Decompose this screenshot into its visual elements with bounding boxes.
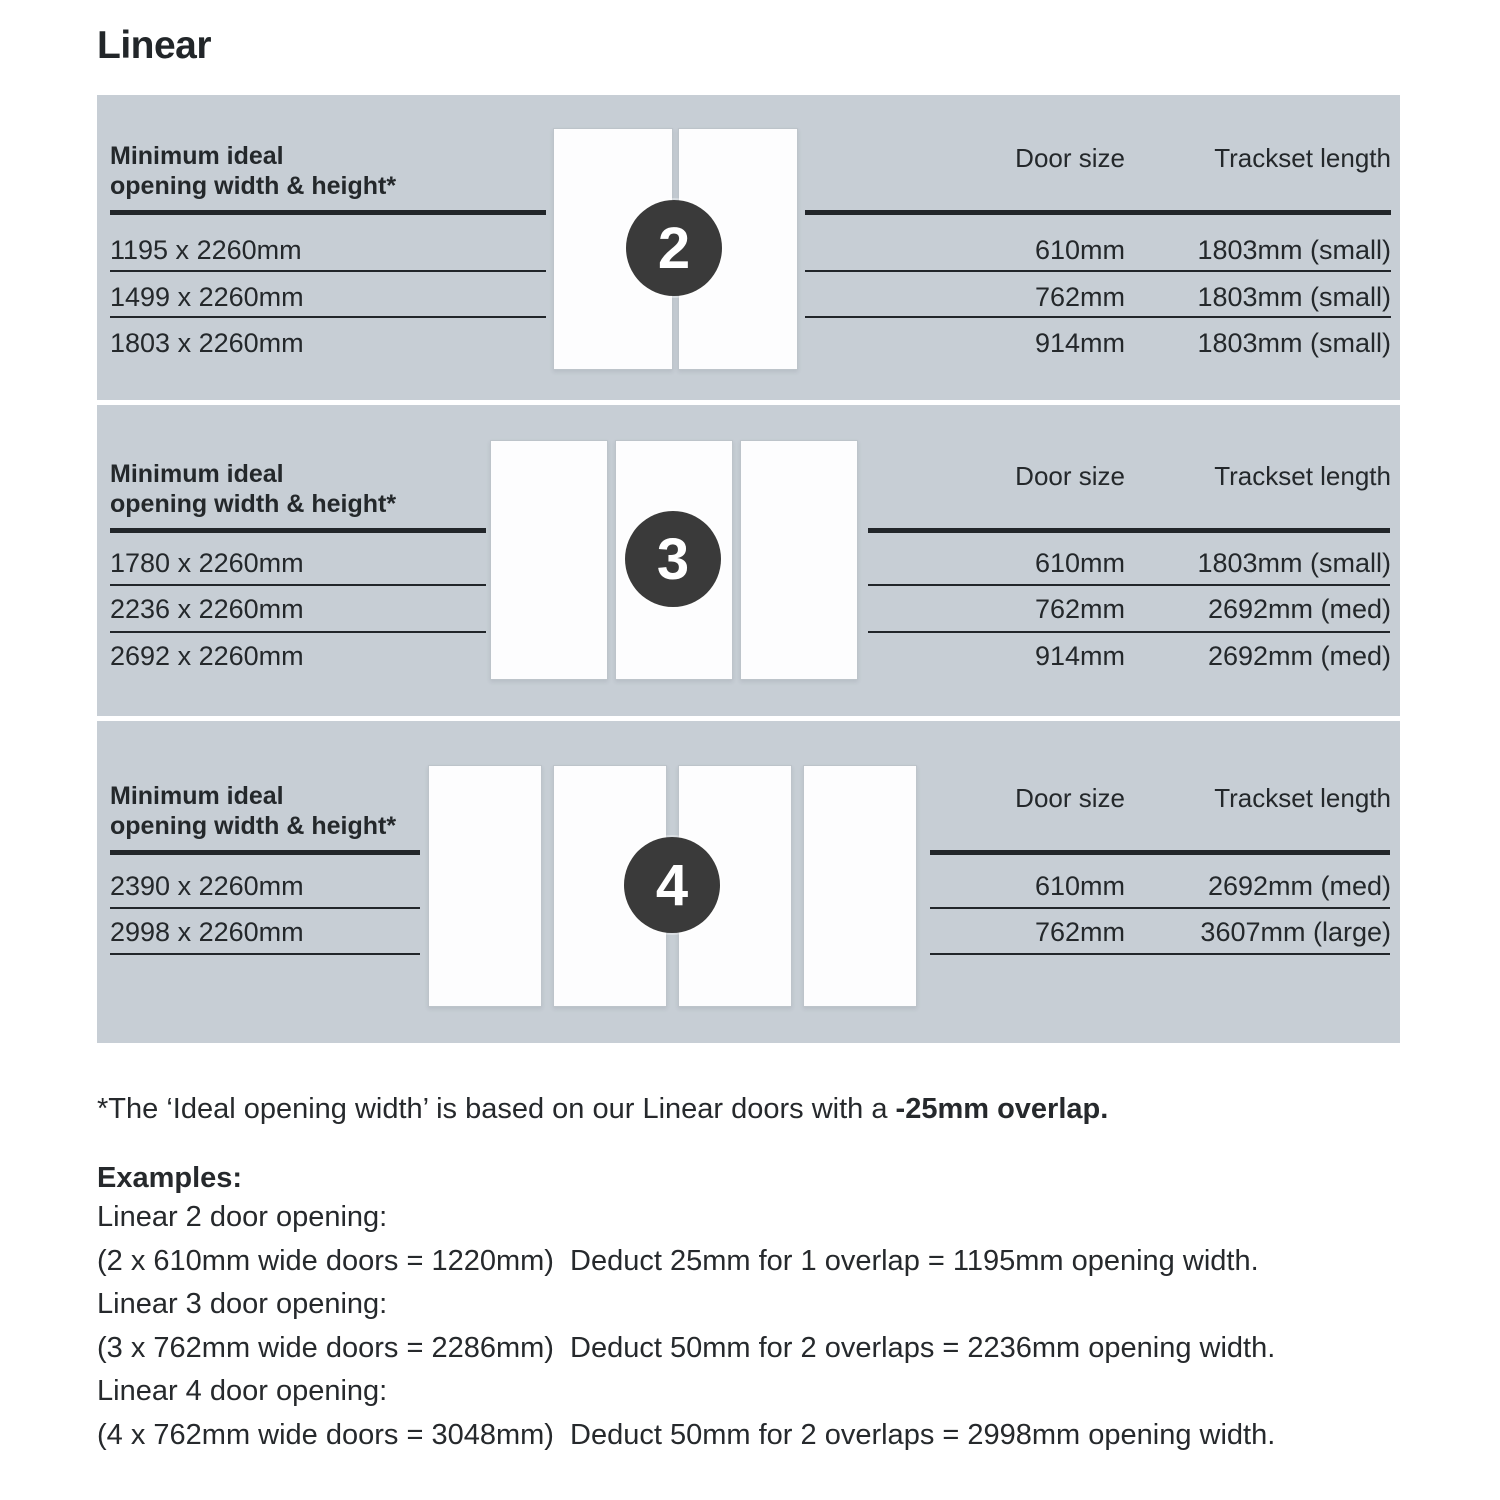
section1-left-header-line2: opening width & height* — [110, 172, 397, 200]
section2-right-header-rule — [868, 528, 1390, 533]
section1-door-size: 610mm — [1034, 235, 1125, 265]
door-count-badge — [625, 511, 721, 607]
door-panel — [490, 440, 608, 680]
section1-left-row-rule — [110, 270, 546, 272]
section2-door-size: 914mm — [1034, 641, 1125, 671]
section2-left-header — [110, 459, 550, 519]
section1-left-row-rule — [110, 316, 546, 318]
section3-left-header-line2: opening width & height* — [110, 812, 397, 840]
section1-door-size: 762mm — [1034, 282, 1125, 312]
section3-door-size: 762mm — [1034, 917, 1125, 947]
section1-left-header-line1: Minimum ideal — [110, 142, 284, 170]
door-count-badge — [626, 200, 722, 296]
section3-trackset: 3607mm (large) — [1200, 917, 1391, 947]
section1-opening-size: 1195 x 2260mm — [110, 235, 302, 265]
footnote-bold: -25mm overlap. — [895, 1093, 1109, 1125]
section1-opening-size: 1803 x 2260mm — [110, 328, 304, 358]
door-panel — [428, 765, 542, 1007]
footnote-text: *The ‘Ideal opening width’ is based on our Linear doors with a — [97, 1093, 896, 1125]
section2-left-header-line2: opening width & height* — [110, 490, 397, 518]
section3-left-row-rule — [110, 907, 420, 909]
section2-left-header-rule — [110, 528, 486, 533]
section1-right-row-rule — [805, 270, 1391, 272]
door-count-number: 3 — [656, 526, 690, 592]
section3-right-row-rule — [930, 907, 1390, 909]
section2-right-row-rule — [868, 584, 1390, 586]
section2-right-row-rule — [868, 631, 1390, 633]
section1-trackset: 1803mm (small) — [1197, 328, 1391, 358]
section1-right-row-rule — [805, 316, 1391, 318]
section3-door-size: 610mm — [1034, 871, 1125, 901]
door-count-number: 2 — [657, 215, 691, 281]
examples-heading: Examples: — [97, 1162, 243, 1194]
section2-opening-size: 2236 x 2260mm — [110, 594, 304, 624]
section1-opening-size: 1499 x 2260mm — [110, 282, 304, 312]
section3-left-header-rule — [110, 850, 420, 855]
example-line: Linear 4 door opening: — [97, 1375, 388, 1407]
door-panel — [803, 765, 917, 1007]
section2-left-header-line1: Minimum ideal — [110, 460, 284, 488]
section3-left-header-line1: Minimum ideal — [110, 782, 284, 810]
section3-left-row-rule — [110, 953, 420, 955]
section2-door-size-header: Door size — [1015, 461, 1125, 491]
section2-trackset: 2692mm (med) — [1207, 641, 1391, 671]
section1-left-header-rule — [110, 210, 546, 215]
section1-trackset: 1803mm (small) — [1197, 282, 1391, 312]
examples-list — [97, 1196, 1275, 1457]
page-title: Linear — [97, 24, 212, 67]
section3-opening-size: 2390 x 2260mm — [110, 871, 304, 901]
section1-trackset: 1803mm (small) — [1197, 235, 1391, 265]
section2-trackset: 1803mm (small) — [1197, 548, 1391, 578]
section2-trackset: 2692mm (med) — [1207, 594, 1391, 624]
section2-door-size: 610mm — [1034, 548, 1125, 578]
section2-left-row-rule — [110, 584, 486, 586]
section-divider — [97, 716, 1400, 721]
door-panel — [740, 440, 858, 680]
section-divider — [97, 400, 1400, 405]
example-line: Linear 3 door opening: — [97, 1288, 388, 1320]
section2-trackset-header: Trackset length — [1214, 461, 1391, 491]
example-line: (4 x 762mm wide doors = 3048mm) Deduct 50mm for 2 overlaps = 2998mm opening width. — [97, 1418, 1276, 1451]
footnote — [97, 1091, 1108, 1127]
section3-trackset: 2692mm (med) — [1207, 871, 1391, 901]
door-count-number: 4 — [655, 852, 689, 918]
example-line: (2 x 610mm wide doors = 1220mm) Deduct 25mm for 1 overlap = 1195mm opening width. — [97, 1244, 1259, 1277]
section1-door-size-header: Door size — [1015, 143, 1125, 173]
section2-opening-size: 2692 x 2260mm — [110, 641, 304, 671]
section1-left-header — [110, 141, 550, 201]
door-count-badge — [624, 837, 720, 933]
example-line: (3 x 762mm wide doors = 2286mm) Deduct 50mm for 2 overlaps = 2236mm opening width. — [97, 1331, 1276, 1364]
section2-opening-size: 1780 x 2260mm — [110, 548, 304, 578]
section3-opening-size: 2998 x 2260mm — [110, 917, 304, 947]
section3-trackset-header: Trackset length — [1214, 783, 1391, 813]
example-line: Linear 2 door opening: — [97, 1201, 388, 1233]
section3-right-header-rule — [930, 850, 1390, 855]
section2-left-row-rule — [110, 631, 486, 633]
section3-door-size-header: Door size — [1015, 783, 1125, 813]
section1-right-header-rule — [805, 210, 1391, 215]
section1-door-size: 914mm — [1034, 328, 1125, 358]
section1-trackset-header: Trackset length — [1214, 143, 1391, 173]
section3-right-row-rule — [930, 953, 1390, 955]
section2-door-size: 762mm — [1034, 594, 1125, 624]
